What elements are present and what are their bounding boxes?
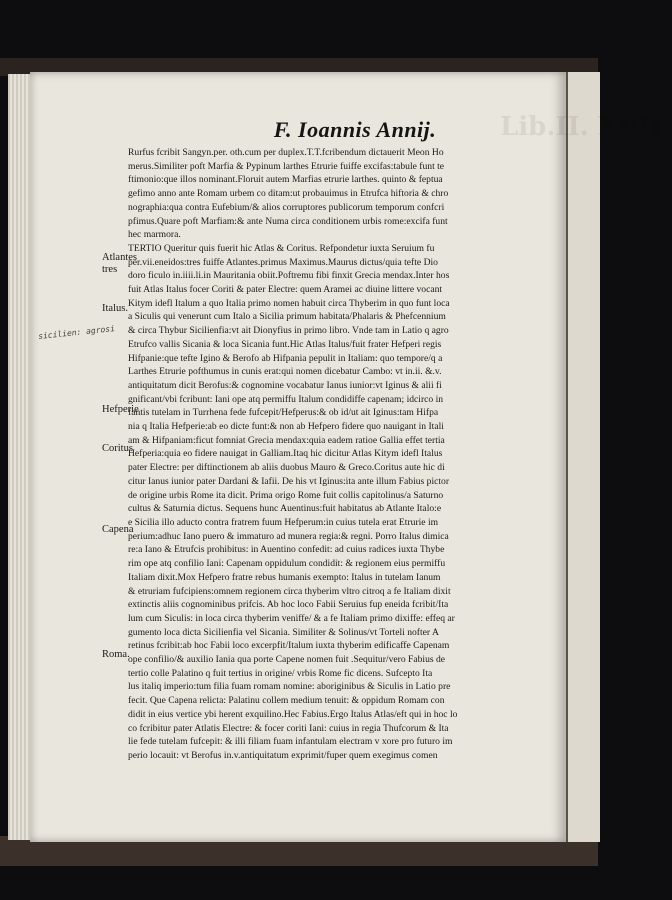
text-line: cultus & Saturnia dictus. Sequens hunc Auentinus:fuit habitatus ab Atlante Italo:e: [128, 503, 442, 515]
text-line: TERTIO Queritur quis fuerit hic Atlas & Coritus. Refpondetur iuxta Seruium fu: [128, 242, 435, 254]
text-line: am & Hifpaniam:ficut fomniat Grecia mendax:quia eadem ratioe Gallia effet tertia: [128, 434, 445, 446]
text-line: pater Electre: per diftinctionem ab aliis duobus Mauro & Greco.Coritus aute hic di: [128, 462, 445, 474]
text-line: lum cum Siculis: in loca circa thyberim veniffe/ & a fe Italiam primo dixiffe: effeq ar: [128, 612, 455, 624]
text-line: gumento loca dicta Sicilienfia vel Sicania. Similiter & Solinus/vt Torteli nofter A: [128, 626, 439, 638]
text-line: perio locauit: vt Berofus in.v.antiquitatum exprimit/fuper quem exegimus comen: [128, 749, 438, 761]
text-line: merus.Similiter poft Marfia & Pypinum larthes Etrurie fuiffe excifas:tabule funt te: [128, 160, 445, 172]
handwritten-annotation: sicilien: agrosi: [37, 323, 116, 342]
text-line: ftimonio:que illos nominant.Floruit autem Marfias etrurie larthes. quinto & feptua: [128, 174, 443, 186]
text-line: Kitym idefl Italum a quo Italia primo nomen habuit circa Thyberim in quo funt loca: [128, 297, 450, 309]
text-line: doro ficulo in.iiii.li.in Mauritania obiit.Poftremu fibi finxit Grecia mendax.Inter hos: [128, 270, 450, 282]
text-line: per.vii.eneidos:tres fuiffe Atlantes.primus Maximus.Maurus dictus/quia tefte Dio: [128, 256, 438, 268]
margin-note-atlantes: Atlantes tres: [102, 252, 137, 275]
text-line: fantis tutelam in Turrhena fede fufcepit/Hefperus:& ob id/ut ait Iginus:tam Hifpa: [128, 407, 439, 419]
text-line: rim ope atq confilio Iani: Capenam oppidulum condidit: & regionem eius permiffu: [128, 558, 446, 570]
text-line: Etrufco vallis Sicania & loca Sicania funt.Hic Atlas Italus/fuit frater Hefperi regis: [128, 338, 442, 350]
text-line: hec marmora.: [128, 229, 181, 241]
text-line: lus italiq imperio:tum filia fuam romam nomine: aboriginibus & Siculis in Latio pre: [128, 681, 451, 693]
text-line: pfimus.Quare poft Marfiam:& ante Numa circa conditionem urbis rome:excifa funt: [128, 215, 448, 227]
text-line: gefimo anno ante Romam urbem co ditam:ut probauimus in Etrufca hiftoria & chro: [128, 188, 449, 200]
facing-page: [566, 72, 600, 842]
text-line: Larthes Etrurie pofthumus in cunis erat:qui nomen dicebatur Cambo: vt in.ii. &.v.: [128, 366, 442, 378]
text-line: re:a Iano & Etrufcis prohibitus: in Auentino confedit: ad cuius radices iuxta Thybe: [128, 544, 445, 556]
book-page: [30, 72, 672, 842]
text-line: Hefperia:quia eo fidere nauigat in Galliam.Itaq hic dicitur Atlas Kitym idefl Italus: [128, 448, 443, 460]
text-line: didit in eius vertice ybi herent exquilino.Hec Fabius.Ergo Italus Atlas/eft qui in hoc lo: [128, 708, 458, 720]
margin-note-coritus: Coritus: [102, 443, 133, 454]
text-line: & etruriam fufcipiens:omnem regionem circa thyberim vltro citroq a fe Italiam dixit: [128, 585, 451, 597]
text-line: fecit. Que Capena relicta: Palatinu collem medium tenuit: & oppidum Romam con: [128, 695, 445, 707]
text-line: nia q Italia Hefperie:ab eo dicte funt:& non ab Hefpero fidere quo nauigant in Itali: [128, 421, 444, 433]
text-line: Rurfus fcribit Sangyn.per. oth.cum per duplex.T.T.fcribendum dictauerit Meon Ho: [128, 147, 444, 158]
text-line: co fcribitur pater Atlatis Electre: & focer coriti Iani: cuius in regia Thufcorum & Ita: [128, 722, 449, 734]
text-line: de origine urbis Rome ita dicit. Prima origo Rome fuit collis capitolinus/a Saturno: [128, 489, 444, 501]
text-line: perium:adhuc Iano puero & immaturo ad munera regia:& regni. Porro Italus dimica: [128, 530, 449, 542]
margin-note-hesperie: Hefperie: [102, 404, 139, 415]
text-line: Italiam dixit.Mox Hefpero fratre rebus humanis exempto: Italus in tutelam Ianum: [128, 571, 441, 583]
text-line: nographia:qua contra Eufebium/& alios corruptores publicorum temporum confcri: [128, 201, 445, 213]
text-line: fuit Atlas Italus focer Coriti & pater Electre: quem Aramei ac diuine littere vocant: [128, 284, 443, 296]
margin-note-roma: Roma.: [102, 649, 130, 660]
text-line: citur Ianus iunior pater Dardani & Iafii. De his vt Iginus:ita ante illum Fabius pictor: [128, 475, 450, 487]
text-line: e Sicilia illo aducto contra fratrem fuum Hefperum:in cuius tutela erat Etrurie im: [128, 516, 439, 528]
margin-note-italus: Italus.: [102, 303, 128, 314]
text-line: antiquitatum dicit Berofus:& cognomine vocabatur Ianus iunior:vt Iginus & alii fi: [128, 379, 442, 391]
text-line: lie fede tutelam fufcepit: & illi filiam fuam infantulam electram v xore pro futuro im: [128, 736, 453, 748]
text-line: & circa Thybur Sicilienfia:vt ait Dionyfius in primo libro. Vnde tam in Latio q agro: [128, 325, 449, 337]
text-line: ope confilio/& auxilio Iania qua porte Capene nomen fuit .Sequitur/vero Fabius de: [128, 654, 446, 666]
page-heading: F. Ioannis Annij.: [273, 117, 437, 142]
margin-note-capena: Capena: [102, 524, 134, 535]
text-line: gnificant/vbi fcribunt: Iani ope atq permiffu Italum condidiffe capenam; idcirco in: [128, 393, 444, 405]
text-line: extinctis aliis cognominibus prifcis. Ab hoc loco Fabii Seruius fup eneida fcribit/Ita: [128, 599, 449, 611]
body-text: [128, 146, 540, 763]
bleed-through-text: Lib.II. XVII.: [500, 112, 672, 142]
text-line: Hifpanie:que tefte Igino & Berofo ab Hifpania pepulit in Italiam: quo tempore/q a: [128, 352, 443, 364]
text-line: a Siculis qui venerunt cum Italo a Sicilia primum habitata/Phalaris & Phefcennium: [128, 311, 446, 323]
text-line: retinus fcribit:ab hoc Fabii loco excerpfit/Italum iuxta thyberim edificaffe Capenam: [128, 640, 450, 652]
text-line: tertio colle Palatino q fuit tertius in origine/ vrbis Rome fic dicens. Sufcepto Ita: [128, 667, 433, 679]
